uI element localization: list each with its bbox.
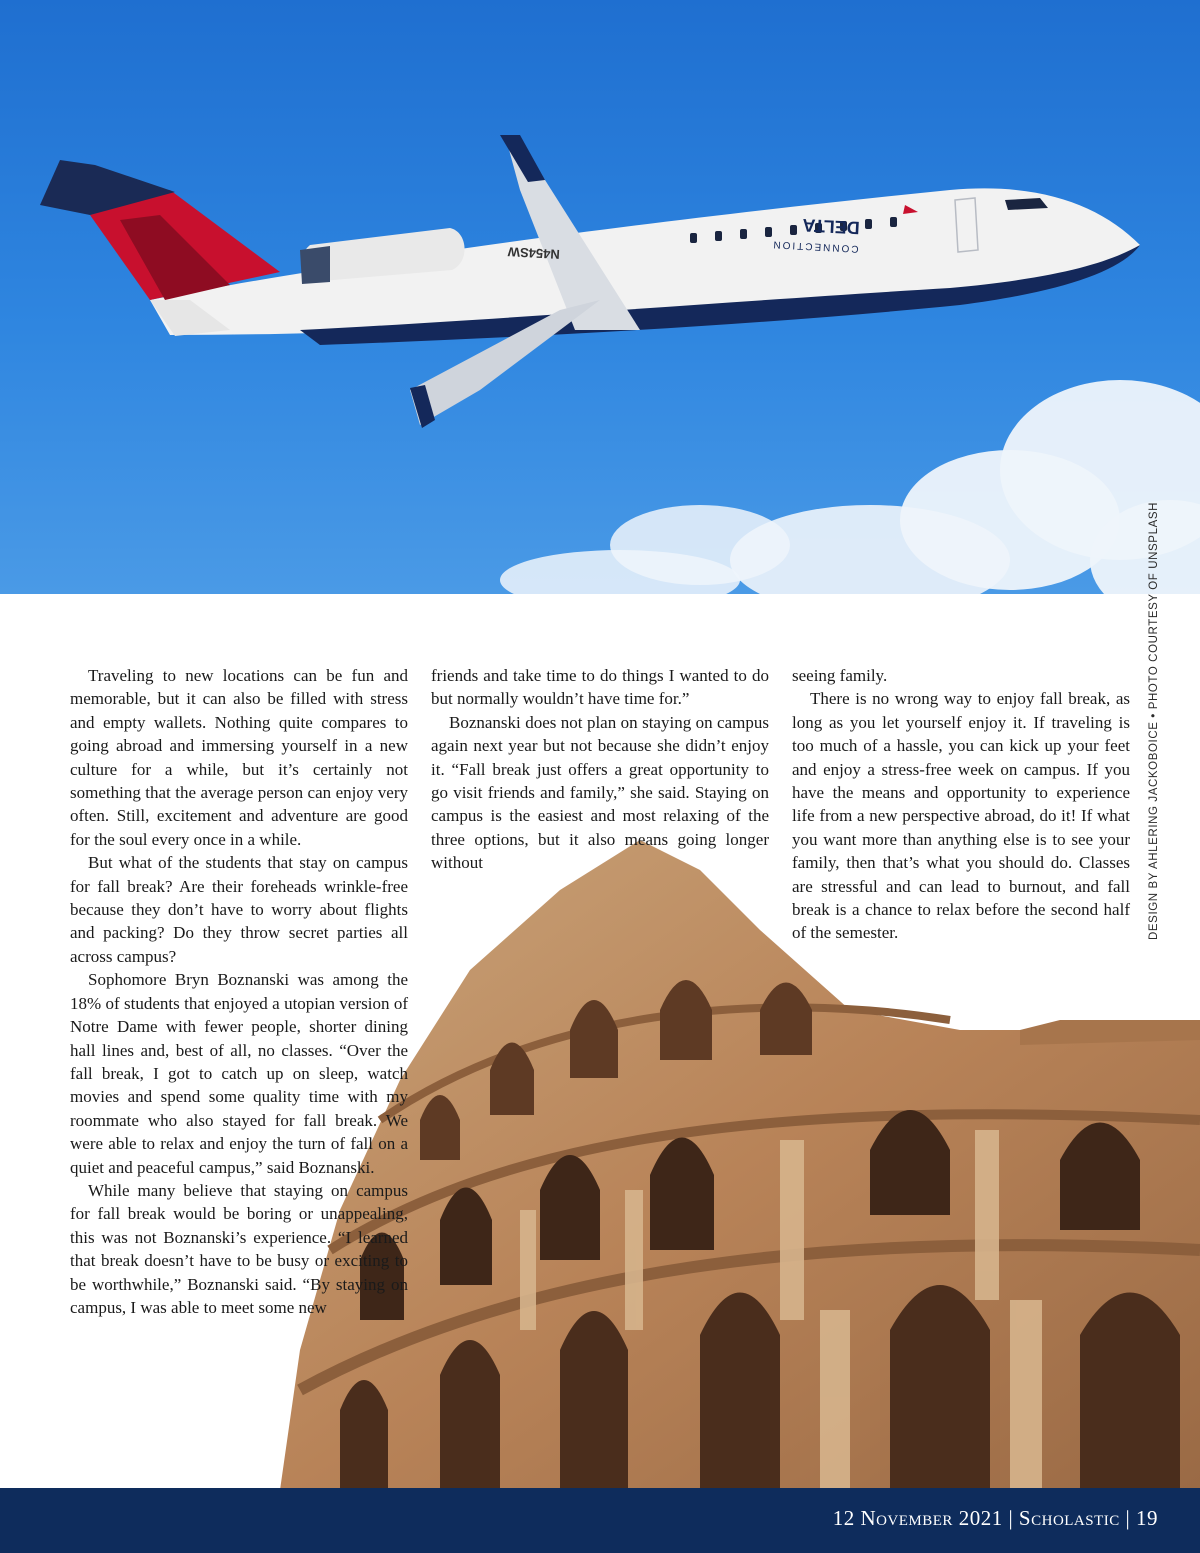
page-number: 19 [1136, 1506, 1158, 1530]
paragraph: friends and take time to do things I wanted to do but normally wouldn’t have time for.” [431, 666, 769, 709]
article-column-1 [70, 664, 408, 1319]
airline-mark: DELTA [801, 215, 861, 238]
paragraph: Boznanski does not plan on staying on campus again next year but not because she didn’t enjoy it. “Fall break just offers a great opportunity to go visit friends and family,” she said. Staying on campus is the easiest and most relaxing of the three options, but it also means going longer without [431, 712, 769, 873]
article-column-3 [792, 664, 1130, 945]
clouds [500, 380, 1200, 594]
issue-date: 12 November 2021 [832, 1506, 1003, 1530]
footer-separator: | [1008, 1506, 1014, 1530]
tail-number: N454SW [507, 244, 561, 262]
airplane-photo [0, 0, 1200, 594]
paragraph: While many believe that staying on campus for fall break would be boring or unappealing, this was not Boznanski’s experience. “I learned that break doesn’t have to be busy or exciting to be worthwhile,” Boznanski said. “By staying on campus, I was able to meet some new [70, 1180, 408, 1317]
footer-separator: | [1125, 1506, 1131, 1530]
article-column-2 [431, 664, 769, 875]
paragraph: seeing family. [792, 666, 888, 685]
magazine-name: Scholastic [1018, 1506, 1120, 1530]
airline-sub: CONNECTION [771, 238, 859, 254]
paragraph: But what of the students that stay on campus for fall break? Are their foreheads wrinkle-free because they don’t have to worry about flights and packing? Do they throw secret parties all across campus? [70, 853, 408, 966]
paragraph: Traveling to new locations can be fun and memorable, but it can also be filled with stress and empty wallets. Nothing quite compares to going abroad and immersing yourself in a new culture for a while, but it’s certainly not something that the average person can enjoy very often. Still, excitement and adventure are good for the soul every once in a while. [70, 666, 408, 849]
footer-text [833, 1506, 1158, 1531]
paragraph: Sophomore Bryn Boznanski was among the 18% of students that enjoyed a utopian version of Notre Dame with fewer people, shorter dining hall lines and, best of all, no classes. “Over the fall break, I got to catch up on sleep, watch movies and spend some quality time with my roommate who also stayed for fall break. We were able to relax and enjoy the turn of fall on a quiet and peaceful campus,” said Boznanski. [70, 970, 408, 1177]
airplane [40, 135, 1140, 428]
paragraph: There is no wrong way to enjoy fall break, as long as you let yourself enjoy it. If traveling is too much of a hassle, you can kick up your feet and enjoy a stress-free week on campus. If you have the means and opportunity to experience life from a new perspective abroad, do it! If what you want more than anything else is to see your family, then that’s what you should do. Classes are stressful and can lead to burnout, and fall break is a chance to relax before the second half of the semester. [792, 689, 1130, 943]
airplane-illustration [0, 0, 1200, 594]
photo-credit-text: DESIGN BY AHLERING JACKOBOICE • PHOTO COURTESY OF UNSPLASH [1148, 501, 1160, 940]
page-footer [0, 1488, 1200, 1553]
